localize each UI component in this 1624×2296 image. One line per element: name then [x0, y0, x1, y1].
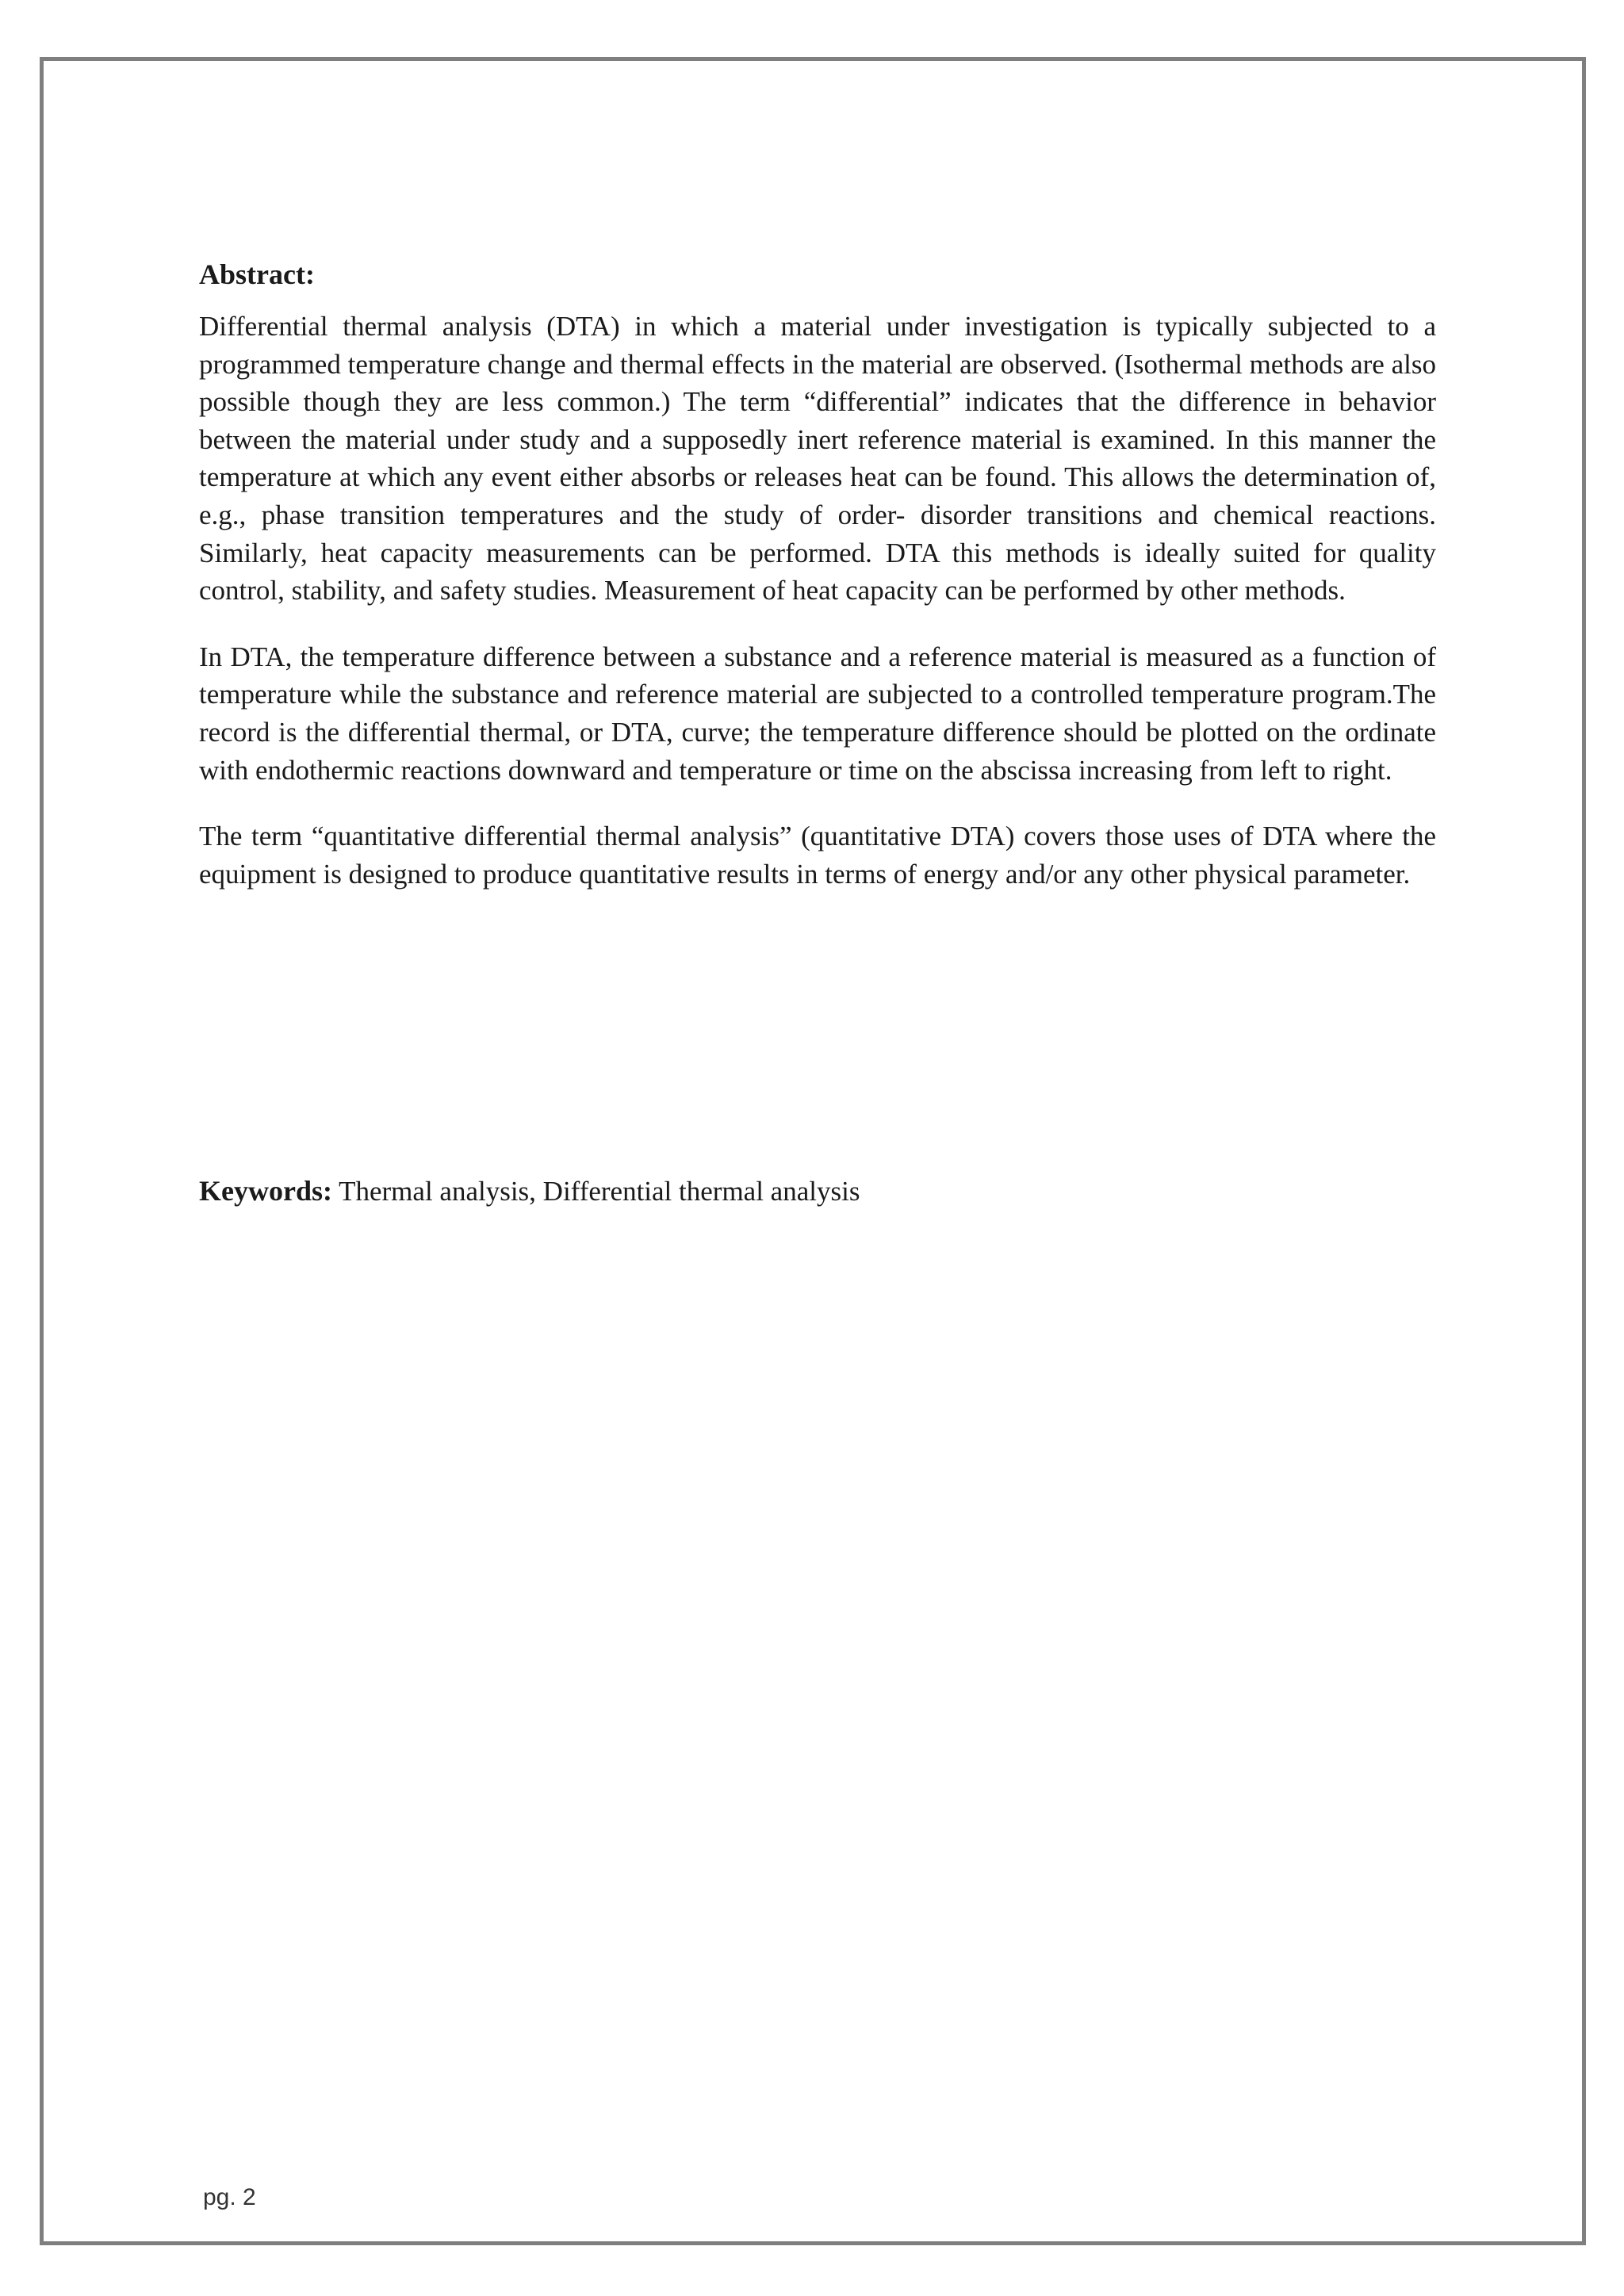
- keywords-line: [199, 1172, 860, 1211]
- abstract-paragraph-2: In DTA, the temperature difference between a substance and a reference material is measured as a function of temperature while the substance and reference material are subjected to a controlled temperature program.The record is the differential thermal, or DTA, curve; the temperature difference should be plotted on the ordinate with endothermic reactions downward and temperature or time on the abscissa increasing from left to right.: [199, 641, 1436, 786]
- abstract-heading: Abstract:: [199, 258, 315, 290]
- abstract-section: [199, 255, 1436, 893]
- keywords-text: Thermal analysis, Differential thermal analysis: [339, 1176, 860, 1207]
- abstract-paragraph-1: Differential thermal analysis (DTA) in which a material under investigation is typically subjected to a programmed temperature change and thermal effects in the material are observed. (Isothermal methods are also possible though they are less common.) The term “differential” indicates that the difference in behavior between the material under study and a supposedly inert reference material is examined. In this manner the temperature at which any event either absorbs or releases heat can be found. This allows the determination of, e.g., phase transition temperatures and the study of order- disorder transitions and chemical reactions. Similarly, heat capacity measurements can be performed. DTA this methods is ideally suited for quality control, stability, and safety studies. Measurement of heat capacity can be performed by other methods.: [199, 311, 1436, 607]
- keywords-label: Keywords:: [199, 1175, 332, 1207]
- page-number: pg. 2: [203, 2184, 256, 2210]
- abstract-paragraph-3: The term “quantitative differential thermal analysis” (quantitative DTA) covers those uses of DTA where the equipment is designed to produce quantitative results in terms of energy and/or any other physical parameter.: [199, 821, 1436, 890]
